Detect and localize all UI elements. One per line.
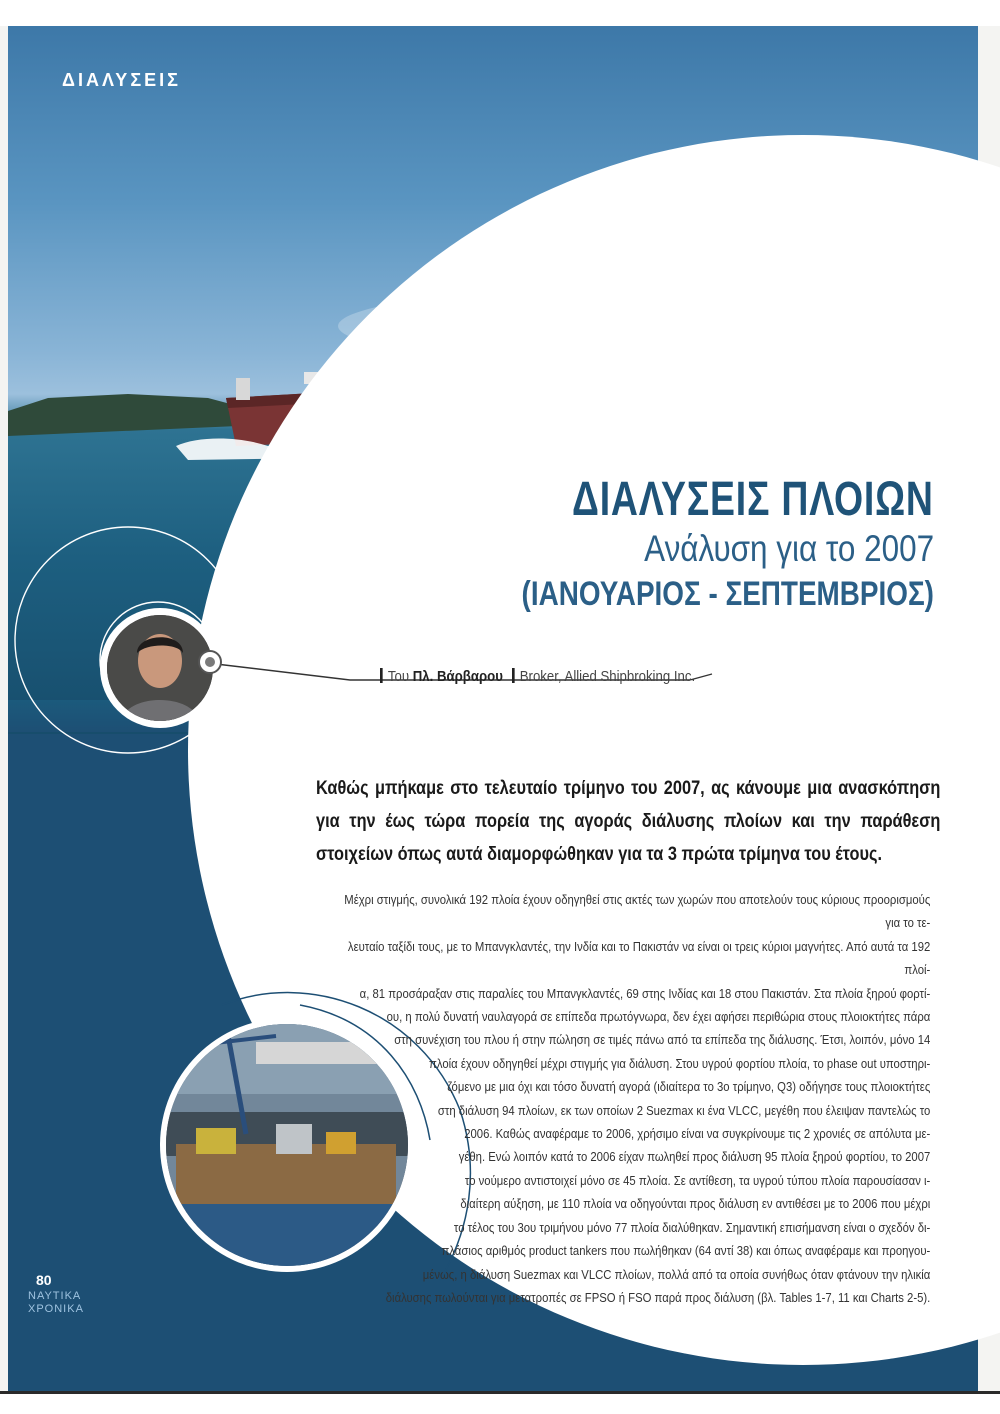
body-line: α, 81 προσάραξαν στις παραλίες του Μπανγκλαντές, 69 στης Ινδίας και 18 στου Πακιστάν. Στα πλοία ξηρού φορτί- <box>359 985 931 1001</box>
body-line: λευταίο ταξίδι τους, με το Μπανγκλαντές, την Ινδία και το Πακιστάν να είναι οι τρεις κύριοι μαγνήτες. Από αυτά τα 192 πλοί- <box>347 938 931 978</box>
page-number: 80 <box>36 1272 52 1288</box>
body-line: Μέχρι στιγμής, συνολικά 192 πλοία έχουν οδηγηθεί στις ακτές των χωρών που αποτελούν τους κύριους προορισμούς για το τε- <box>344 892 931 931</box>
byline-role: Broker, Allied Shipbroking Inc. <box>519 668 696 685</box>
body-line: 2006. Καθώς αναφέραμε το 2006, χρήσιμο είναι να συγκρίνουμε τις 2 χρονιές σε απόλυτα με- <box>464 1126 931 1142</box>
byline-separator <box>380 668 383 683</box>
body-line: ζόμενο με μια όχι και τόσο δυνατή αγορά (ιδιαίτερα το 3ο τρίμηνο, Q3) οδήγησε τους πλοιοκτήτες <box>447 1079 931 1095</box>
body-line: το νούμερο αντιστοιχεί μόνο σε 45 πλοία. Σε αντίθεση, τα υγρού τύπου πλοία παρουσίασαν ι- <box>464 1172 931 1188</box>
body-line: ου, η πολύ δυνατή ναυλαγορά σε επίπεδα πρωτόγνωρα, δεν έχει αφήσει περιθώρια στους πλοιοκτήτες πάρα <box>386 1009 931 1025</box>
byline-author: Πλ. Βάρβαρου <box>412 668 503 685</box>
body-line: στη συνέχιση του πλου ή στην πώληση σε τιμές πάνω από τα επίπεδα της διάλυσης. Έτσι, λοιπόν, μόνο 14 <box>394 1032 931 1048</box>
magazine-name-line-2: ΧΡΟΝΙΚΑ <box>28 1303 84 1315</box>
body-line: διάλυσης πωλούνται για μετατροπές σε FPSO ή FSO παρά προς διάλυση (βλ. Tables 1-7, 11 και Charts 2-5). <box>385 1289 931 1305</box>
article-title: ΔΙΑΛΥΣΕΙΣ ΠΛΟΙΩΝ <box>572 473 934 526</box>
body-line: πλοία έχουν οδηγηθεί μέχρι στιγμής για διάλυση. Στου υγρού φορτίου πλοία, το phase out υποστηρι- <box>429 1055 931 1071</box>
scan-bottom-edge <box>0 1391 1000 1414</box>
author-face <box>107 615 213 721</box>
body-text <box>330 888 930 1309</box>
author-portrait <box>107 615 213 721</box>
lead-paragraph: Καθώς μπήκαμε στο τελευταίο τρίμηνο του 2007, ας κάνουμε μια ανασκόπηση για την έως τώρα πορεία της αγοράς διάλυσης πλοίων και την παράθεση στοιχείων όπως αυτά διαμορφώθηκαν για τα 3 πρώτα τρίμηνα του έτους. <box>316 778 941 865</box>
body-line: μένως, η διάλυση Suezmax και VLCC πλοίων, πολλά από τα οποία συνήθως όταν φτάνουν την ηλικία <box>422 1266 931 1282</box>
body-line: το τέλος του 3ου τριμήνου μόνο 77 πλοία διαλύθηκαν. Σημαντική επισήμανση είναι ο σχεδόν δι- <box>453 1219 931 1235</box>
byline-connector-dot <box>198 650 222 674</box>
section-label: ΔΙΑΛΥΣΕΙΣ <box>62 70 181 90</box>
byline <box>380 668 695 685</box>
article-period: (ΙΑΝΟΥΑΡΙΟΣ - ΣΕΠΤΕΜΒΡΙΟΣ) <box>521 575 934 613</box>
body-line: γέθη. Ενώ λοιπόν κατά το 2006 είχαν πωληθεί προς διάλυση 95 πλοία ξηρού φορτίου, το 2007 <box>458 1149 931 1165</box>
body-line: στη διάλυση 94 πλοίων, εκ των οποίων 2 Suezmax κι ένα VLCC, μεγέθη που έλειψαν παντελώς το <box>437 1102 931 1118</box>
body-line: πλάσιος αριθμός product tankers που πωλήθηκαν (64 αντί 38) και όπως αναφέραμε και προηγου- <box>441 1243 931 1259</box>
byline-prefix: Του <box>387 668 410 685</box>
byline-separator <box>512 668 515 683</box>
magazine-name-line-1: ΝΑΥΤΙΚΑ <box>28 1290 82 1302</box>
body-line: διαίτερη αύξηση, με 110 πλοία να οδηγούνται προς διάλυση εν αντιθέσει με το 2006 που μέχρι <box>460 1196 931 1212</box>
article-subtitle: Ανάλυση για το 2007 <box>644 528 934 569</box>
